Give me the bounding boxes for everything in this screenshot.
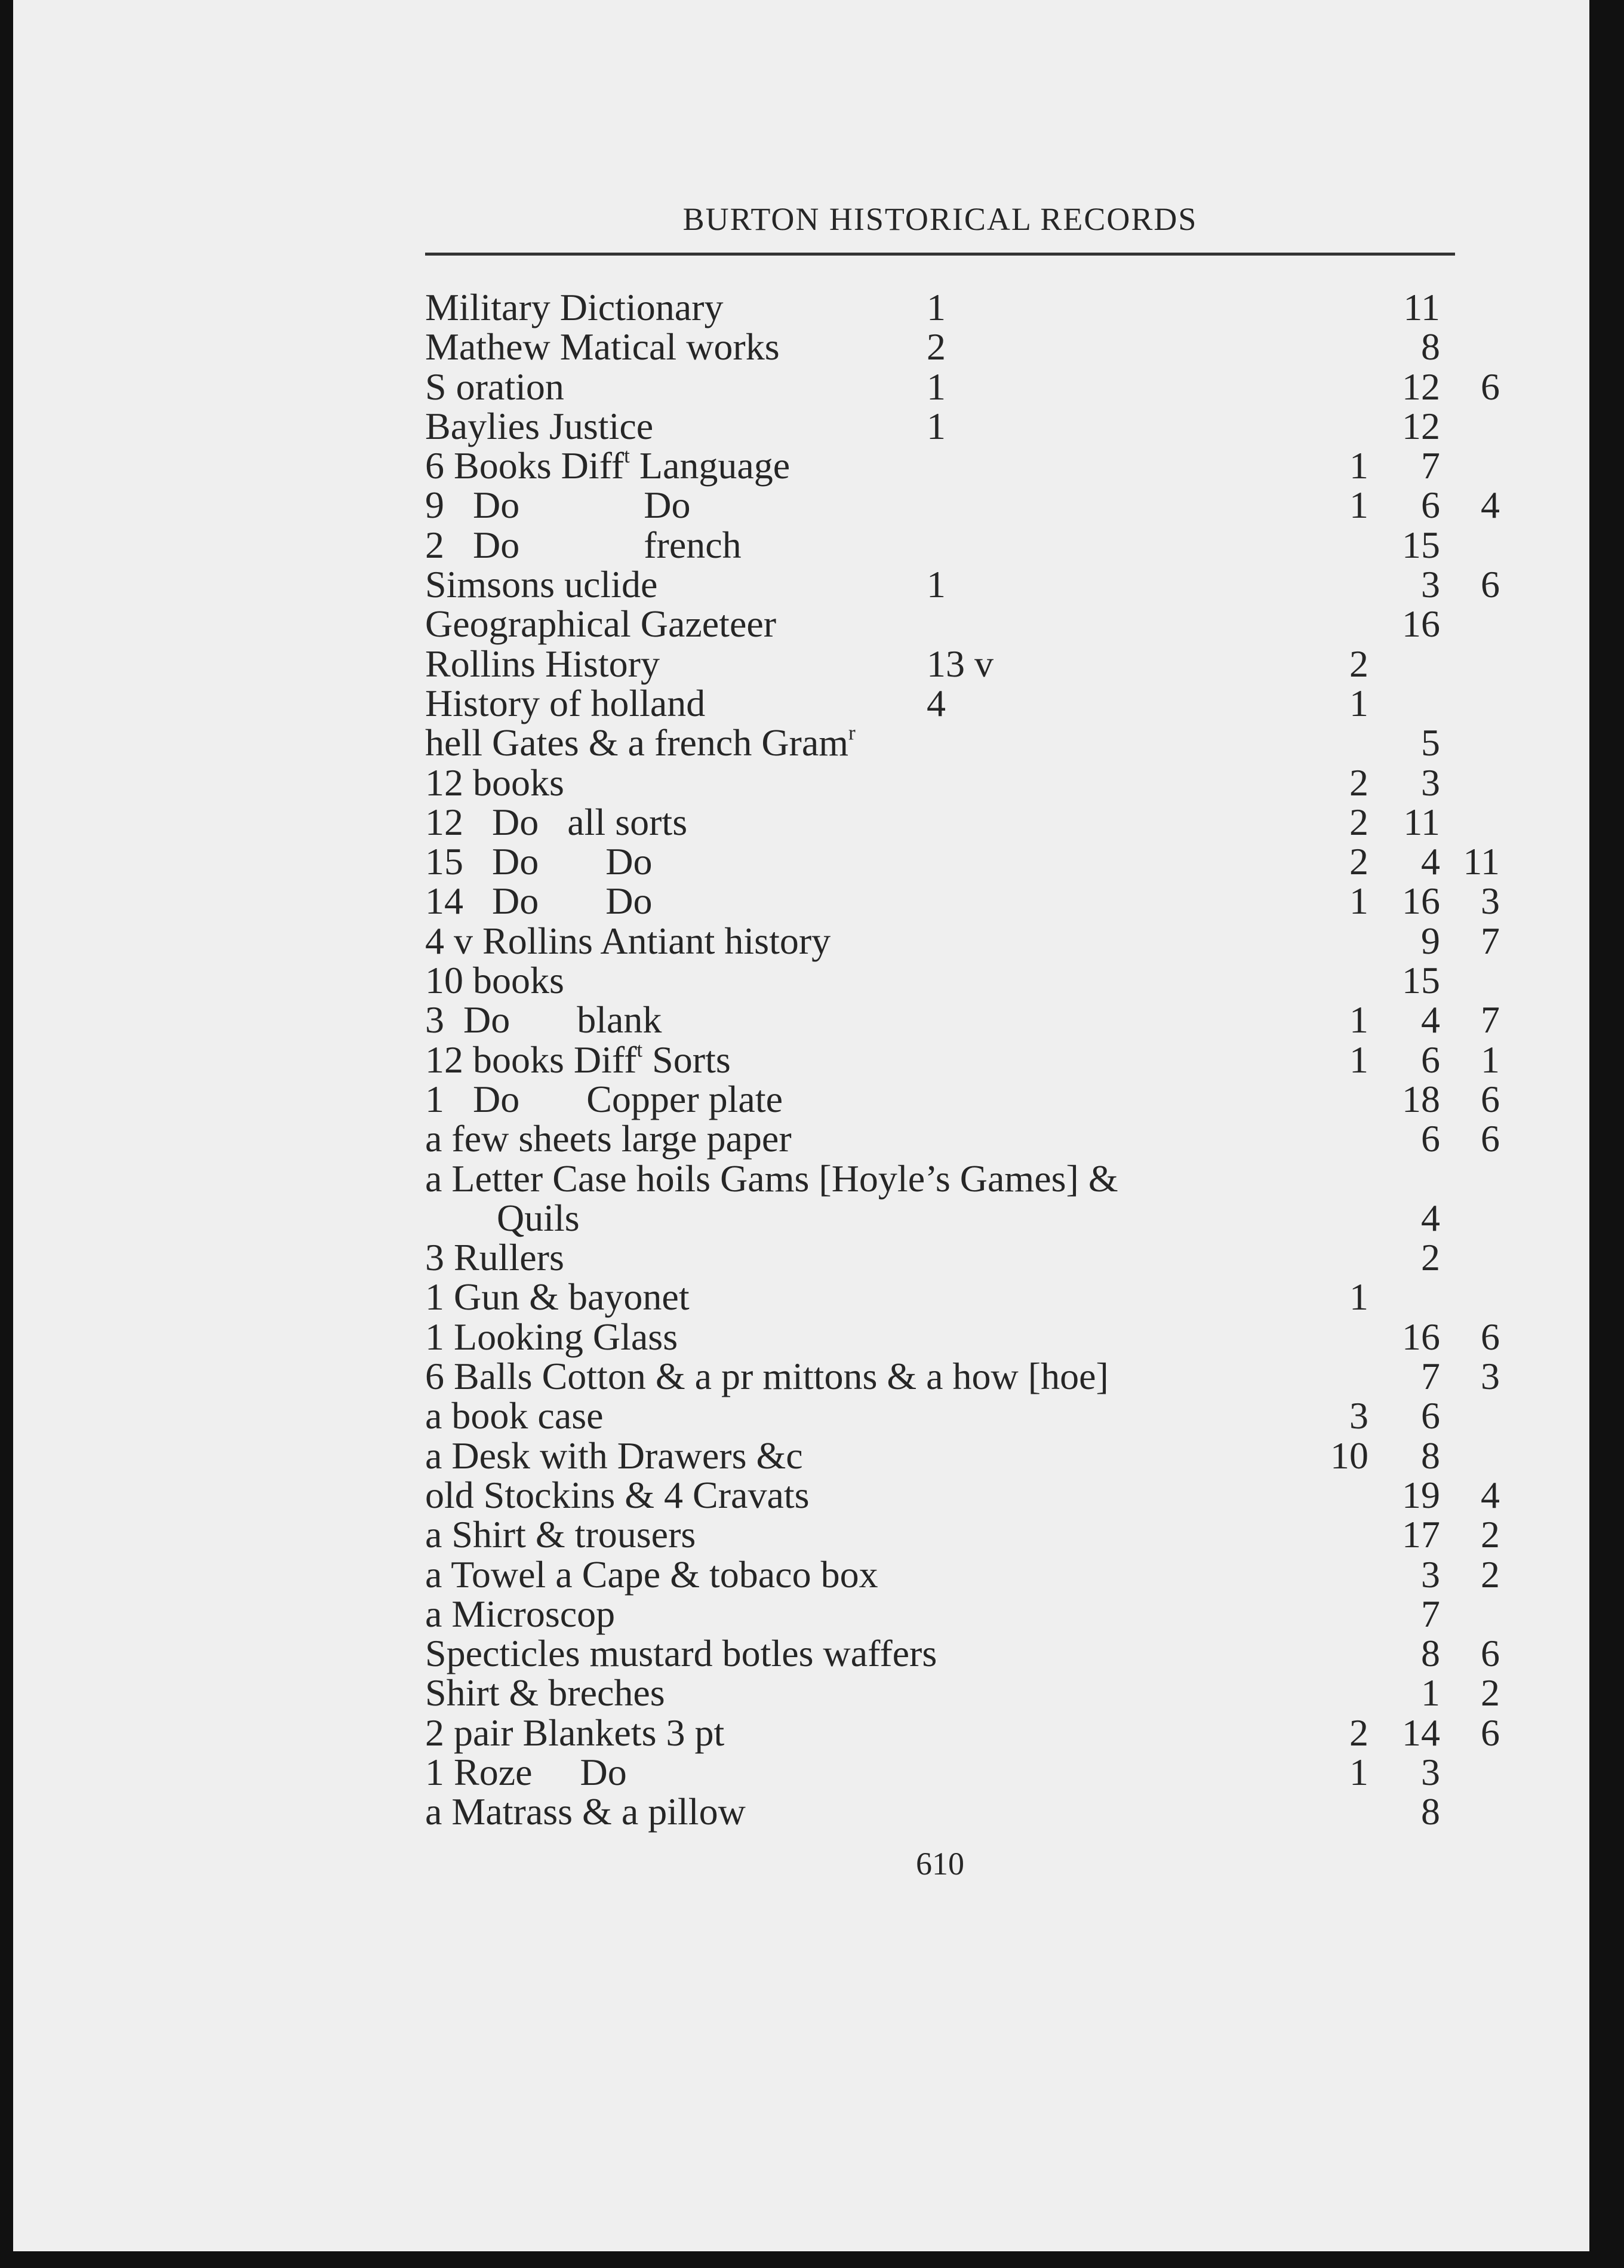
item-shillings: 7 — [1421, 444, 1440, 487]
item-pounds: 1 — [1349, 880, 1368, 923]
inventory-ledger — [425, 286, 1500, 1833]
item-description: a Letter Case hoils Gams [Hoyle’s Games] & — [425, 1157, 1118, 1200]
item-quantity: 2 — [927, 325, 946, 368]
item-pence: 2 — [1481, 1513, 1500, 1556]
item-pounds: 1 — [1349, 444, 1368, 487]
item-shillings: 6 — [1421, 484, 1440, 527]
item-description: Specticles mustard botles waffers — [425, 1632, 937, 1675]
item-description: 1 Gun & bayonet — [425, 1276, 690, 1319]
ledger-row — [425, 919, 1500, 962]
item-description: 9 Do Do — [425, 484, 691, 527]
item-quantity: 1 — [927, 563, 946, 606]
item-description: 1 Looking Glass — [425, 1315, 678, 1358]
item-pence: 7 — [1481, 998, 1500, 1041]
item-quantity: 4 — [927, 681, 946, 724]
item-description: Geographical Gazeteer — [425, 603, 777, 646]
item-pounds: 2 — [1349, 642, 1368, 685]
item-shillings: 18 — [1402, 1077, 1440, 1120]
item-description: a Desk with Drawers &c — [425, 1434, 803, 1477]
ledger-row — [425, 723, 1482, 763]
item-shillings: 8 — [1421, 1434, 1440, 1477]
item-pence: 4 — [1481, 484, 1500, 527]
item-description: a Shirt & trousers — [425, 1513, 696, 1556]
item-quantity: 1 — [927, 365, 946, 408]
item-description: 6 Balls Cotton & a pr mittons & a how [hoe] — [425, 1355, 1109, 1398]
item-description: a Microscop — [425, 1592, 616, 1635]
item-pence: 6 — [1481, 563, 1500, 606]
item-shillings: 7 — [1421, 1592, 1440, 1635]
item-description: a book case — [425, 1394, 604, 1437]
item-shillings: 3 — [1421, 761, 1440, 804]
ledger-row — [425, 525, 1482, 565]
item-description: 1 Do Copper plate — [425, 1077, 783, 1120]
item-description: Shirt & breches — [425, 1671, 665, 1714]
item-pence: 6 — [1481, 365, 1500, 408]
ledger-row — [425, 840, 1500, 883]
ledger-row — [425, 1077, 1500, 1120]
item-shillings: 2 — [1421, 1236, 1440, 1279]
item-shillings: 17 — [1402, 1513, 1440, 1556]
ledger-row — [425, 604, 1482, 644]
item-shillings: 3 — [1421, 563, 1440, 606]
ledger-row — [425, 1671, 1500, 1714]
ledger-row — [425, 763, 1482, 803]
ledger-row — [425, 998, 1500, 1041]
ledger-row — [425, 1436, 1482, 1476]
item-shillings: 3 — [1421, 1750, 1440, 1793]
item-description: 14 Do Do — [425, 880, 653, 923]
item-quantity: 13 v — [927, 642, 994, 685]
ledger-row — [425, 644, 1482, 684]
document-page — [13, 0, 1589, 2251]
item-shillings: 8 — [1421, 325, 1440, 368]
item-description: Simsons uclide — [425, 563, 658, 606]
item-shillings: 16 — [1402, 1315, 1440, 1358]
item-description: hell Gates & a french Gram$^r$ — [425, 721, 856, 764]
ledger-row — [425, 1750, 1482, 1793]
item-description: History of holland — [425, 681, 706, 724]
ledger-row — [425, 446, 1482, 485]
item-shillings: 4 — [1421, 1196, 1440, 1239]
item-pounds: 1 — [1349, 998, 1368, 1041]
item-description: S oration — [425, 365, 564, 408]
ledger-row — [425, 1277, 1482, 1317]
item-pence: 6 — [1481, 1117, 1500, 1160]
ledger-row — [425, 288, 1482, 327]
page-number: 610 — [916, 1846, 964, 1882]
ledger-row — [425, 404, 1482, 447]
item-shillings: 1 — [1421, 1671, 1440, 1714]
ledger-row — [425, 1355, 1500, 1398]
item-pounds: 3 — [1349, 1394, 1368, 1437]
ledger-row — [425, 880, 1500, 923]
ledger-row — [425, 1513, 1500, 1556]
ledger-row — [425, 1711, 1500, 1754]
item-pence: 3 — [1481, 1355, 1500, 1398]
item-shillings: 9 — [1421, 919, 1440, 962]
ledger-row — [425, 327, 1482, 367]
item-shillings: 7 — [1421, 1355, 1440, 1398]
item-pence: 6 — [1481, 1632, 1500, 1675]
item-pounds: 1 — [1349, 484, 1368, 527]
ledger-row — [425, 1159, 1482, 1198]
item-pence: 4 — [1481, 1473, 1500, 1516]
item-pence: 7 — [1481, 919, 1500, 962]
item-quantity: 1 — [927, 286, 946, 328]
ledger-row — [425, 1792, 1482, 1831]
ledger-row — [425, 1315, 1500, 1358]
ledger-row — [425, 365, 1500, 408]
item-shillings: 5 — [1421, 721, 1440, 764]
ledger-row — [425, 800, 1482, 843]
ledger-row — [425, 1473, 1500, 1516]
ledger-row — [425, 1038, 1500, 1081]
item-description: 10 books — [425, 959, 564, 1002]
ledger-row — [425, 1396, 1482, 1436]
item-description: 2 Do french — [425, 523, 742, 566]
ledger-row — [425, 1632, 1500, 1675]
item-shillings: 11 — [1403, 800, 1440, 843]
ledger-row — [425, 1238, 1482, 1277]
item-pence: 6 — [1481, 1315, 1500, 1358]
item-shillings: 3 — [1421, 1553, 1440, 1596]
ledger-row — [425, 1594, 1482, 1634]
ledger-row — [425, 563, 1500, 606]
ledger-row — [425, 484, 1500, 527]
item-shillings: 6 — [1421, 1117, 1440, 1160]
item-shillings: 14 — [1402, 1711, 1440, 1754]
ledger-row — [425, 1198, 1482, 1238]
item-pence: 2 — [1481, 1671, 1500, 1714]
item-description: Quils — [497, 1196, 580, 1239]
item-quantity: 1 — [927, 404, 946, 447]
ledger-row — [425, 1117, 1500, 1160]
ledger-row — [425, 681, 1482, 724]
ledger-row — [425, 1553, 1500, 1596]
item-pounds: 2 — [1349, 761, 1368, 804]
item-description: Military Dictionary — [425, 286, 724, 328]
item-description: 15 Do Do — [425, 840, 653, 883]
ledger-row — [425, 961, 1482, 1000]
item-pence: 3 — [1481, 880, 1500, 923]
item-pounds: 2 — [1349, 840, 1368, 883]
item-description: 12 books Diff$^t$ Sorts — [425, 1038, 731, 1081]
item-shillings: 15 — [1402, 959, 1440, 1002]
item-shillings: 15 — [1402, 523, 1440, 566]
item-pounds: 2 — [1349, 1711, 1368, 1754]
item-pence: 6 — [1481, 1711, 1500, 1754]
item-pounds: 1 — [1349, 681, 1368, 724]
item-description: 6 Books Diff$^t$ Language — [425, 444, 791, 487]
item-shillings: 11 — [1403, 286, 1440, 328]
item-description: 1 Roze Do — [425, 1750, 627, 1793]
item-description: Mathew Matical works — [425, 325, 780, 368]
item-pounds: 10 — [1330, 1434, 1368, 1477]
item-shillings: 4 — [1421, 998, 1440, 1041]
item-pounds: 1 — [1349, 1750, 1368, 1793]
item-description: 4 v Rollins Antiant history — [425, 919, 831, 962]
item-pence: 6 — [1481, 1077, 1500, 1120]
item-description: Rollins History — [425, 642, 660, 685]
item-shillings: 19 — [1402, 1473, 1440, 1516]
item-description: a few sheets large paper — [425, 1117, 792, 1160]
item-description: 12 Do all sorts — [425, 800, 688, 843]
item-shillings: 4 — [1421, 840, 1440, 883]
item-description: 2 pair Blankets 3 pt — [425, 1711, 725, 1754]
item-shillings: 6 — [1421, 1038, 1440, 1081]
header-rule — [425, 253, 1455, 256]
item-shillings: 16 — [1402, 603, 1440, 646]
item-description: a Towel a Cape & tobaco box — [425, 1553, 878, 1596]
item-shillings: 6 — [1421, 1394, 1440, 1437]
item-description: a Matrass & a pillow — [425, 1790, 746, 1833]
item-description: 12 books — [425, 761, 564, 804]
item-shillings: 8 — [1421, 1790, 1440, 1833]
item-pounds: 2 — [1349, 800, 1368, 843]
item-description: 3 Do blank — [425, 998, 662, 1041]
item-pounds: 1 — [1349, 1038, 1368, 1081]
item-pence: 2 — [1481, 1553, 1500, 1596]
item-shillings: 12 — [1402, 404, 1440, 447]
running-header: BURTON HISTORICAL RECORDS — [682, 201, 1198, 237]
item-description: 3 Rullers — [425, 1236, 564, 1279]
item-shillings: 16 — [1402, 880, 1440, 923]
item-description: old Stockins & 4 Cravats — [425, 1473, 810, 1516]
item-shillings: 12 — [1402, 365, 1440, 408]
item-shillings: 8 — [1421, 1632, 1440, 1675]
item-pence: 11 — [1463, 840, 1500, 883]
item-description: Baylies Justice — [425, 404, 654, 447]
item-pence: 1 — [1481, 1038, 1500, 1081]
item-pounds: 1 — [1349, 1276, 1368, 1319]
